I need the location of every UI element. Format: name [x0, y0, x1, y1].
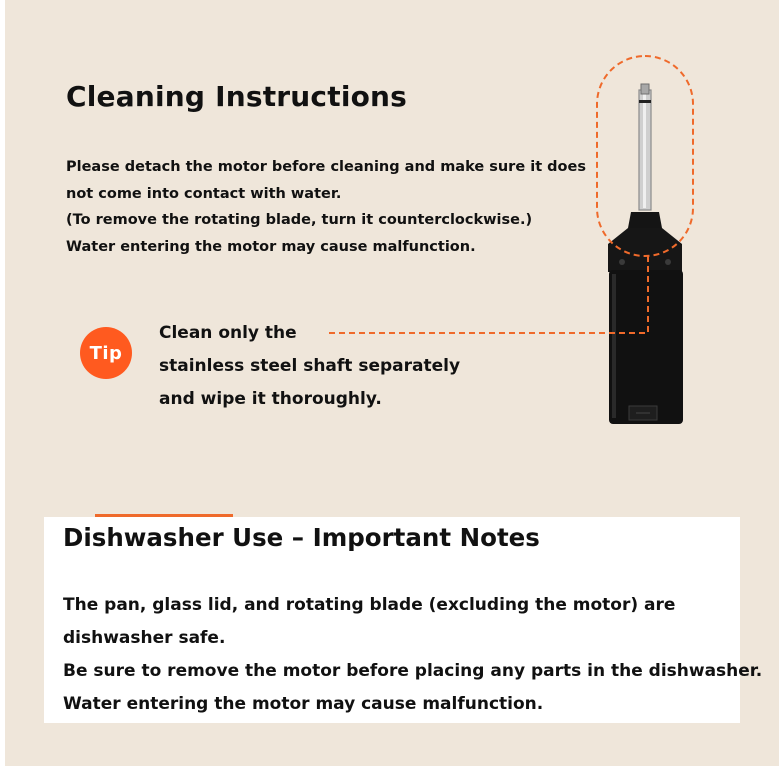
cleaning-title: Cleaning Instructions: [66, 80, 408, 113]
tip-pointer-line: [329, 256, 648, 333]
dishwasher-line: Water entering the motor may cause malfunction.: [63, 694, 544, 714]
screw-hole-left: [619, 259, 625, 265]
tip-line: and wipe it thoroughly.: [159, 389, 382, 409]
shaft-tip: [641, 84, 649, 94]
tip-line: Clean only the: [159, 323, 297, 343]
shaft-ring: [639, 100, 651, 103]
motor-head: [608, 228, 682, 272]
motor-icon: [608, 84, 683, 424]
dishwasher-line: Be sure to remove the motor before placing any parts in the dishwasher.: [63, 661, 763, 681]
cleaning-line: not come into contact with water.: [66, 185, 342, 202]
cleaning-line: (To remove the rotating blade, turn it counterclockwise.): [66, 212, 533, 228]
dishwasher-line: The pan, glass lid, and rotating blade (excluding the motor) are: [63, 595, 676, 615]
dishwasher-title: Dishwasher Use – Important Notes: [63, 523, 540, 552]
dishwasher-notes-card: [44, 517, 763, 723]
shaft-highlight: [643, 92, 646, 208]
screw-hole-right: [665, 259, 671, 265]
motor-body: [609, 270, 683, 424]
cleaning-line: Water entering the motor may cause malfunction.: [66, 238, 476, 255]
body-edge-highlight: [612, 274, 616, 418]
cleaning-line: Please detach the motor before cleaning and make sure it does: [66, 159, 586, 175]
shaft-collar: [628, 212, 662, 228]
tip-line: stainless steel shaft separately: [159, 356, 461, 376]
tip-badge-label: Tip: [89, 342, 123, 364]
dishwasher-notes: [63, 589, 763, 721]
dishwasher-line: dishwasher safe.: [63, 628, 226, 648]
